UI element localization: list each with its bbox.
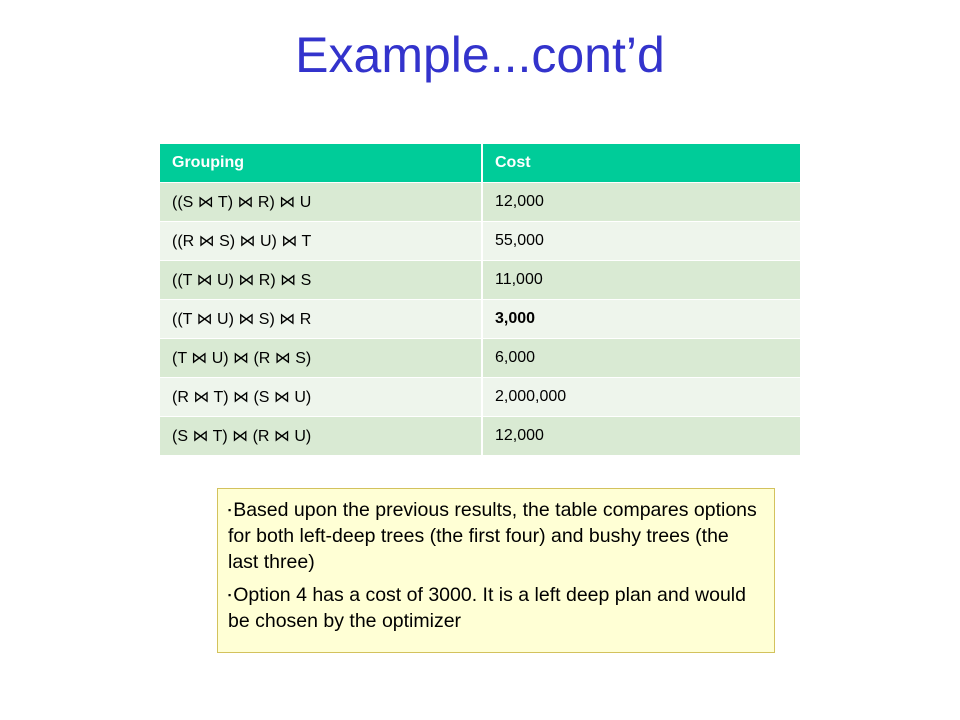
grouping-cell: (T ⋈ U) ⋈ (R ⋈ S) — [160, 339, 482, 378]
callout-text: Option 4 has a cost of 3000. It is a left deep plan and would be chosen by the optimizer — [228, 584, 746, 632]
grouping-cell: ((T ⋈ U) ⋈ R) ⋈ S — [160, 261, 482, 300]
table-row — [160, 417, 800, 456]
grouping-cell: ((S ⋈ T) ⋈ R) ⋈ U — [160, 183, 482, 222]
square-bullet-icon: ▪ — [228, 590, 232, 600]
cost-cell: 12,000 — [482, 417, 800, 456]
table-row — [160, 339, 800, 378]
cost-cell: 55,000 — [482, 222, 800, 261]
cost-cell: 12,000 — [482, 183, 800, 222]
grouping-cell: ((R ⋈ S) ⋈ U) ⋈ T — [160, 222, 482, 261]
cost-table — [160, 144, 800, 456]
table-row — [160, 300, 800, 339]
callout-item — [228, 582, 764, 634]
callout-text: Based upon the previous results, the table compares options for both left-deep trees (the first four) and bushy trees (the last three) — [228, 499, 757, 573]
grouping-cell: ((T ⋈ U) ⋈ S) ⋈ R — [160, 300, 482, 339]
table-row — [160, 222, 800, 261]
grouping-cell: (R ⋈ T) ⋈ (S ⋈ U) — [160, 378, 482, 417]
cost-cell: 2,000,000 — [482, 378, 800, 417]
column-header-cost: Cost — [482, 144, 800, 183]
slide-title: Example...cont’d — [295, 27, 665, 83]
table-row — [160, 183, 800, 222]
explanation-callout — [217, 488, 775, 653]
cost-cell: 11,000 — [482, 261, 800, 300]
square-bullet-icon: ▪ — [228, 505, 232, 515]
table-row — [160, 378, 800, 417]
table-header-row — [160, 144, 800, 183]
table-row — [160, 261, 800, 300]
column-header-grouping: Grouping — [160, 144, 482, 183]
cost-cell: 6,000 — [482, 339, 800, 378]
grouping-cell: (S ⋈ T) ⋈ (R ⋈ U) — [160, 417, 482, 456]
callout-item — [228, 497, 764, 575]
cost-cell-highlighted: 3,000 — [482, 300, 800, 339]
